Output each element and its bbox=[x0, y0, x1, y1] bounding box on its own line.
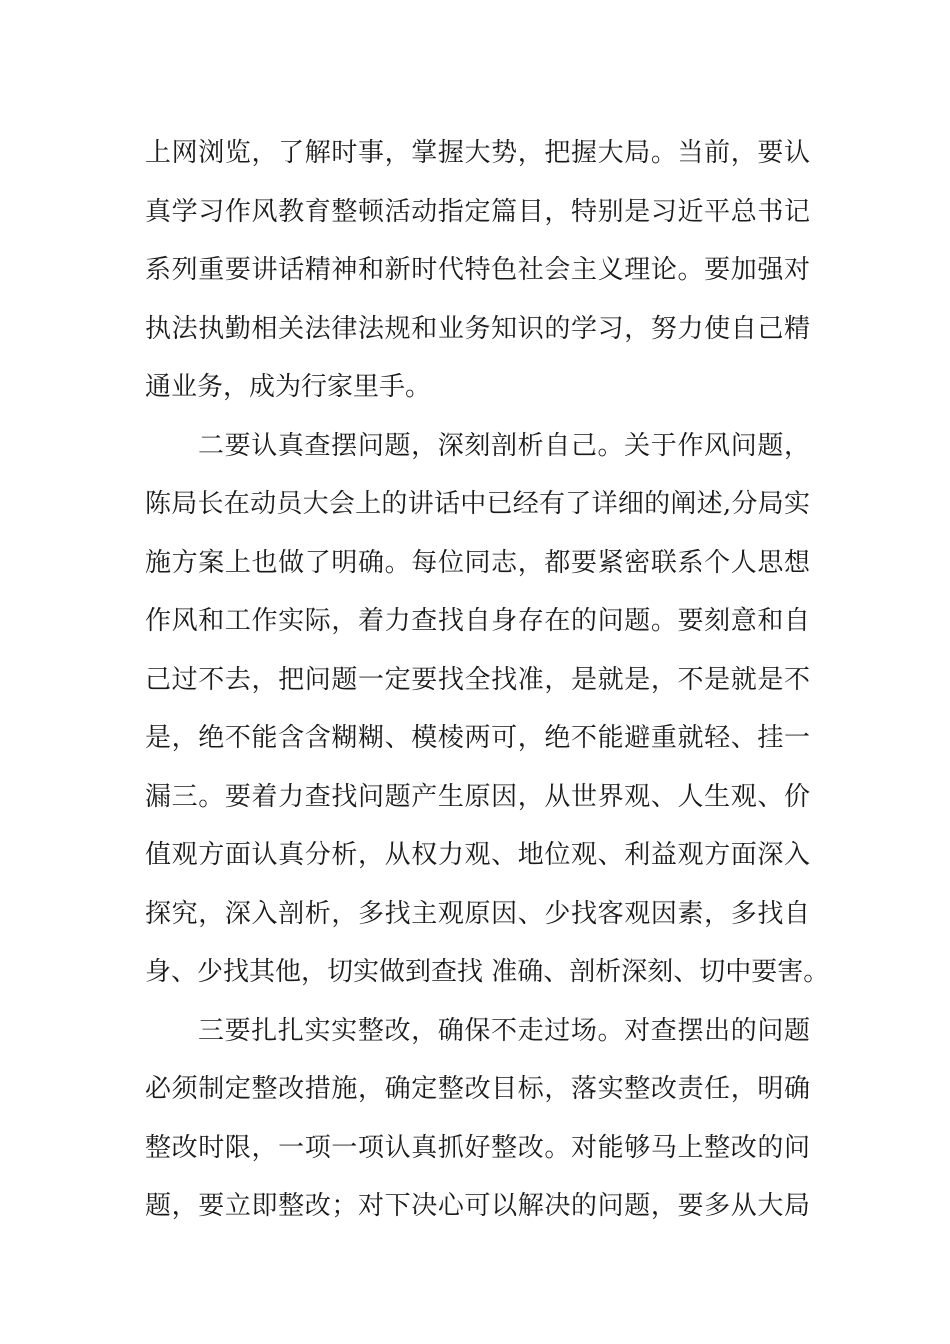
text-line: 上网浏览，了解时事，掌握大势，把握大局。当前，要认 bbox=[145, 138, 810, 168]
text-line: 探究，深入剖析，多找主观原因、少找客观因素，多找自 bbox=[145, 898, 810, 929]
text-line: 是，绝不能含含糊糊、模棱两可，绝不能避重就轻、挂一 bbox=[145, 723, 810, 753]
text-line: 系列重要讲话精神和新时代特色社会主义理论。要加强对 bbox=[145, 255, 810, 285]
text-line: 通业务，成为行家里手。 bbox=[145, 372, 432, 402]
text-line: 值观方面认真分析，从权力观、地位观、利益观方面深入 bbox=[145, 840, 810, 870]
text-line: 漏三。要着力查找问题产生原因，从世界观、人生观、价 bbox=[145, 781, 810, 812]
text-line: 必须制定整改措施，确定整改目标，落实整改责任，明确 bbox=[145, 1074, 810, 1104]
text-line: 执法执勤相关法律法规和业务知识的学习，努力使自己精 bbox=[145, 313, 810, 344]
text-line: 施方案上也做了明确。每位同志，都要紧密联系个人思想 bbox=[145, 547, 810, 578]
text-line: 陈局长在动员大会上的讲话中已经有了详细的阐述,分局实 bbox=[145, 489, 810, 519]
text-line: 真学习作风教育整顿活动指定篇目，特别是习近平总书记 bbox=[145, 196, 810, 227]
paragraph-first-line: 三要扎扎实实整改，确保不走过场。对查摆出的问题 bbox=[198, 1015, 810, 1046]
text-line: 身、少找其他，切实做到查找 准确、剖析深刻、切中要害。 bbox=[145, 957, 830, 987]
paragraph-first-line: 二要认真查摆问题，深刻剖析自己。关于作风问题， bbox=[198, 430, 810, 461]
text-line: 整改时限，一项一项认真抓好整改。对能够马上整改的问 bbox=[145, 1132, 810, 1163]
body-text bbox=[145, 124, 830, 1236]
text-line: 己过不去，把问题一定要找全找准，是就是，不是就是不 bbox=[145, 664, 810, 695]
text-line: 作风和工作实际，着力查找自身存在的问题。要刻意和自 bbox=[145, 606, 810, 636]
text-line: 题，要立即整改；对下决心可以解决的问题，要多从大局 bbox=[145, 1191, 810, 1221]
